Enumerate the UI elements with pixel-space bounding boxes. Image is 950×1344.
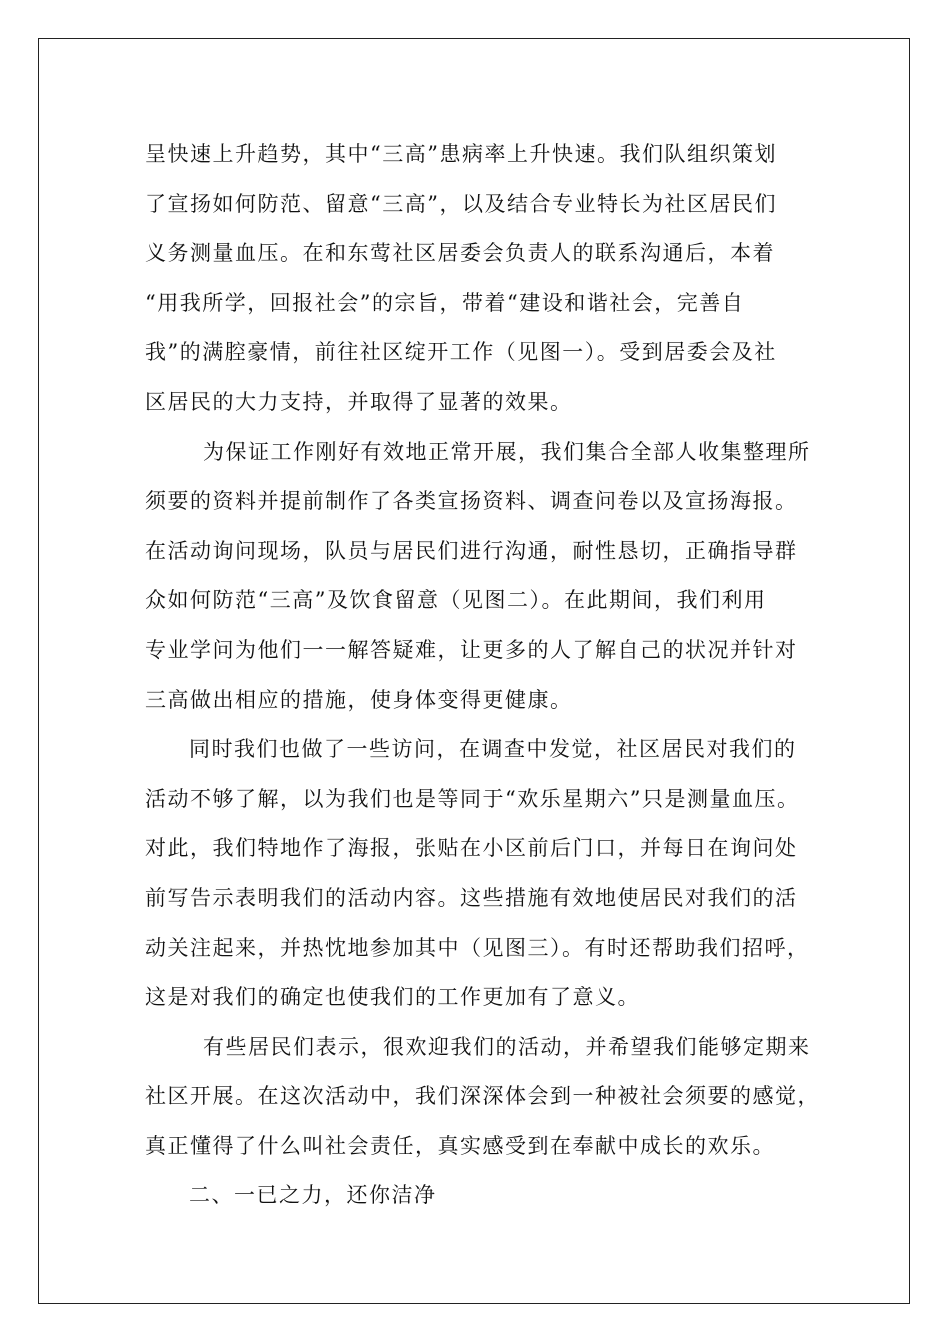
text-line: 真正懂得了什么叫社会责任，真实感受到在奉献中成长的欢乐。 <box>145 1133 775 1158</box>
text-line: 在活动询问现场，队员与居民们进行沟通，耐性恳切，正确指导群 <box>145 538 798 563</box>
text-line: 我”的满腔豪情，前往社区绽开工作（见图一）。受到居委会及社 <box>145 340 777 365</box>
text-line: 前写告示表明我们的活动内容。这些措施有效地使居民对我们的活 <box>145 885 798 910</box>
text-line: 有些居民们表示，很欢迎我们的活动，并希望我们能够定期来 <box>203 1034 811 1059</box>
text-line: “用我所学，回报社会”的宗旨，带着“建设和谐社会，完善自 <box>145 290 745 315</box>
paragraph-2 <box>145 428 815 726</box>
text-line: 动关注起来，并热忱地参加其中（见图三）。有时还帮助我们招呼， <box>145 935 810 960</box>
text-line: 活动不够了解，以为我们也是等同于“欢乐星期六”只是测量血压。 <box>145 786 800 811</box>
section-heading: 二、一已之力，还你洁净 <box>189 1183 437 1208</box>
text-line: 这是对我们的确定也使我们的工作更加有了意义。 <box>145 985 640 1010</box>
text-line: 对此，我们特地作了海报，张贴在小区前后门口，并每日在询问处 <box>145 836 798 861</box>
document-body <box>145 130 820 1221</box>
text-line: 须要的资料并提前制作了各类宣扬资料、调查问卷以及宣扬海报。 <box>145 489 798 514</box>
paragraph-1 <box>145 130 815 428</box>
text-line: 同时我们也做了一些访问，在调查中发觉，社区居民对我们的 <box>189 737 797 762</box>
paragraph-4 <box>145 1023 820 1172</box>
text-line: 义务测量血压。在和东莺社区居委会负责人的联系沟通后，本着 <box>145 241 775 266</box>
text-line: 呈快速上升趋势，其中“三高”患病率上升快速。我们队组织策划 <box>145 142 777 166</box>
text-line: 了宣扬如何防范、留意“三高”，以及结合专业特长为社区居民们 <box>145 191 777 216</box>
text-line: 为保证工作刚好有效地正常开展，我们集合全部人收集整理所 <box>203 439 811 464</box>
paragraph-3 <box>145 725 815 1023</box>
text-line: 专业学问为他们一一解答疑难，让更多的人了解自己的状况并针对 <box>145 637 798 662</box>
text-line: 社区开展。在这次活动中，我们深深体会到一种被社会须要的感觉， <box>145 1084 820 1109</box>
text-line: 区居民的大力支持，并取得了显著的效果。 <box>145 389 573 414</box>
text-line: 众如何防范“三高”及饮食留意（见图二）。在此期间，我们利用 <box>145 588 767 613</box>
text-line: 三高做出相应的措施，使身体变得更健康。 <box>145 687 573 712</box>
